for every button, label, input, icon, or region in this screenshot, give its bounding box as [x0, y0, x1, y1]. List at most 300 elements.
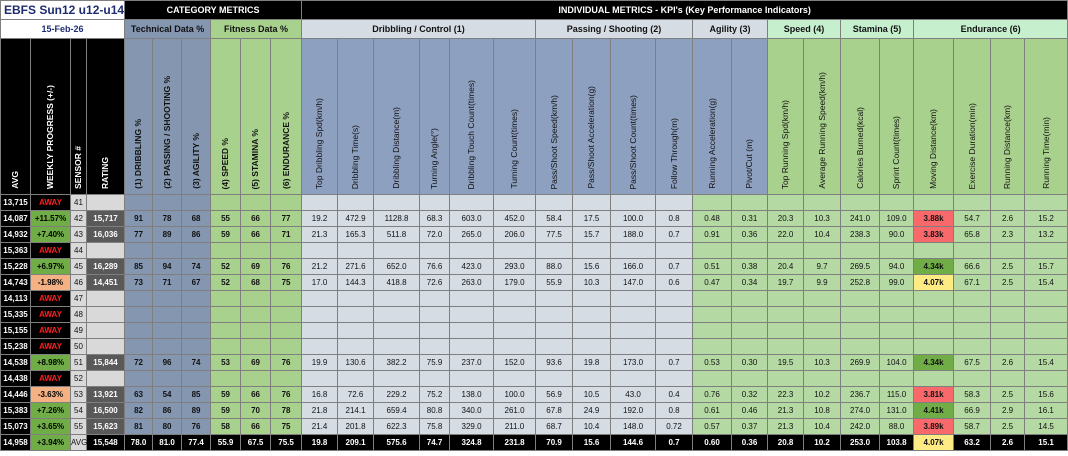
value-cell: 382.2 — [374, 355, 420, 371]
avg-cell: 15,238 — [1, 339, 31, 355]
value-cell: 2.5 — [991, 387, 1025, 403]
empty-cell — [804, 339, 841, 355]
value-cell: 85 — [125, 259, 153, 275]
empty-cell — [954, 291, 991, 307]
value-cell: 59 — [211, 387, 241, 403]
table-row — [1, 307, 1068, 323]
average-value-cell: 78.0 — [125, 435, 153, 451]
empty-cell — [732, 243, 768, 259]
value-cell: 3.81k — [914, 387, 954, 403]
average-value-cell: 0.36 — [732, 435, 768, 451]
column-header — [338, 39, 374, 195]
value-cell: 0.31 — [732, 211, 768, 227]
value-cell: 66.9 — [954, 403, 991, 419]
value-cell: 66 — [241, 227, 271, 243]
value-cell: 14.5 — [1025, 419, 1068, 435]
empty-cell — [914, 195, 954, 211]
group-technical: Technical Data % — [125, 20, 211, 39]
value-cell: 271.6 — [338, 259, 374, 275]
value-cell: 100.0 — [611, 211, 656, 227]
column-header-label: Dribbling Touch Count(times) — [466, 79, 477, 189]
avg-cell: 15,073 — [1, 419, 31, 435]
empty-cell — [420, 243, 450, 259]
empty-cell — [374, 339, 420, 355]
value-cell: 10.4 — [804, 419, 841, 435]
value-cell: 19.9 — [302, 355, 338, 371]
empty-cell — [271, 243, 302, 259]
value-cell: 269.5 — [841, 259, 880, 275]
value-cell: 603.0 — [450, 211, 494, 227]
value-cell: 130.6 — [338, 355, 374, 371]
average-value-cell: 209.1 — [338, 435, 374, 451]
average-value-cell: 67.5 — [241, 435, 271, 451]
empty-cell — [841, 291, 880, 307]
value-cell: 76 — [271, 387, 302, 403]
empty-cell — [611, 243, 656, 259]
empty-cell — [302, 323, 338, 339]
value-cell: 236.7 — [841, 387, 880, 403]
rating-cell — [87, 307, 125, 323]
empty-cell — [153, 339, 182, 355]
individual-metrics-header: INDIVIDUAL METRICS - KPI's (Key Performance Indicators) — [302, 1, 1068, 20]
value-cell: 269.9 — [841, 355, 880, 371]
empty-cell — [241, 339, 271, 355]
table-row — [1, 323, 1068, 339]
table-row — [1, 355, 1068, 371]
value-cell: 75.2 — [420, 387, 450, 403]
empty-cell — [241, 195, 271, 211]
empty-cell — [153, 371, 182, 387]
column-header-label: Follow Through(m) — [668, 117, 679, 189]
column-header — [125, 39, 153, 195]
empty-cell — [573, 195, 611, 211]
empty-cell — [125, 291, 153, 307]
average-value-cell: 55.9 — [211, 435, 241, 451]
empty-cell — [211, 243, 241, 259]
value-cell: 21.3 — [768, 419, 804, 435]
value-cell: 58.4 — [536, 211, 573, 227]
empty-cell — [494, 371, 536, 387]
avg-cell: 14,538 — [1, 355, 31, 371]
empty-cell — [880, 339, 914, 355]
column-header — [302, 39, 338, 195]
table-row — [1, 211, 1068, 227]
table-row — [1, 195, 1068, 211]
table-row — [1, 243, 1068, 259]
value-cell: 24.9 — [573, 403, 611, 419]
empty-cell — [1025, 371, 1068, 387]
value-cell: 2.5 — [991, 259, 1025, 275]
value-cell: 16.1 — [1025, 403, 1068, 419]
value-cell: 0.7 — [656, 259, 693, 275]
empty-cell — [374, 291, 420, 307]
value-cell: 16.8 — [302, 387, 338, 403]
average-value-cell: 77.4 — [182, 435, 211, 451]
value-cell: 55.9 — [536, 275, 573, 291]
empty-cell — [420, 339, 450, 355]
value-cell: 77 — [125, 227, 153, 243]
value-cell: 229.2 — [374, 387, 420, 403]
value-cell: 15.6 — [1025, 387, 1068, 403]
value-cell: 22.3 — [768, 387, 804, 403]
value-cell: 152.0 — [494, 355, 536, 371]
empty-cell — [374, 243, 420, 259]
empty-cell — [211, 339, 241, 355]
empty-cell — [271, 195, 302, 211]
value-cell: 0.46 — [732, 403, 768, 419]
empty-cell — [573, 291, 611, 307]
table-row — [1, 403, 1068, 419]
value-cell: 10.5 — [573, 387, 611, 403]
table-row — [1, 387, 1068, 403]
empty-cell — [841, 243, 880, 259]
empty-cell — [450, 323, 494, 339]
empty-cell — [804, 307, 841, 323]
average-value-cell: 0.7 — [656, 435, 693, 451]
table-row — [1, 259, 1068, 275]
empty-cell — [693, 195, 732, 211]
empty-cell — [732, 339, 768, 355]
empty-cell — [211, 371, 241, 387]
empty-cell — [125, 195, 153, 211]
value-cell: 65.8 — [954, 227, 991, 243]
avg-cell: 15,363 — [1, 243, 31, 259]
empty-cell — [804, 371, 841, 387]
table-row — [1, 339, 1068, 355]
empty-cell — [1025, 323, 1068, 339]
empty-cell — [841, 339, 880, 355]
value-cell: 67.8 — [536, 403, 573, 419]
rating-cell: 15,623 — [87, 419, 125, 435]
column-header-label: SENSOR # — [73, 146, 84, 189]
value-cell: 10.2 — [804, 387, 841, 403]
value-cell: 452.0 — [494, 211, 536, 227]
column-header — [271, 39, 302, 195]
empty-cell — [656, 291, 693, 307]
empty-cell — [954, 339, 991, 355]
value-cell: 15.4 — [1025, 275, 1068, 291]
value-cell: 94.0 — [880, 259, 914, 275]
rating-cell: 13,921 — [87, 387, 125, 403]
value-cell: 88.0 — [880, 419, 914, 435]
empty-cell — [450, 243, 494, 259]
value-cell: 69 — [241, 259, 271, 275]
value-cell: 76 — [182, 419, 211, 435]
sensor-cell: 47 — [71, 291, 87, 307]
column-header — [954, 39, 991, 195]
empty-cell — [338, 195, 374, 211]
empty-cell — [693, 371, 732, 387]
empty-cell — [768, 291, 804, 307]
empty-cell — [374, 323, 420, 339]
empty-cell — [182, 291, 211, 307]
column-header — [494, 39, 536, 195]
value-cell: 2.5 — [991, 419, 1025, 435]
value-cell: 81 — [125, 419, 153, 435]
empty-cell — [241, 243, 271, 259]
value-cell: 54.7 — [954, 211, 991, 227]
empty-cell — [768, 243, 804, 259]
column-header-label: Pass/Shoot Acceleration(g) — [586, 86, 597, 189]
empty-cell — [271, 323, 302, 339]
column-header-label: RATING — [100, 157, 111, 189]
value-cell: 10.4 — [804, 227, 841, 243]
value-cell: 241.0 — [841, 211, 880, 227]
value-cell: 0.51 — [693, 259, 732, 275]
empty-cell — [841, 195, 880, 211]
sensor-cell: 43 — [71, 227, 87, 243]
average-value-cell: 575.6 — [374, 435, 420, 451]
value-cell: 148.0 — [611, 419, 656, 435]
weekly-progress-cell: AWAY — [31, 371, 71, 387]
value-cell: 0.48 — [693, 211, 732, 227]
value-cell: 0.6 — [656, 275, 693, 291]
sensor-cell: 53 — [71, 387, 87, 403]
table-row — [1, 419, 1068, 435]
empty-cell — [1025, 195, 1068, 211]
value-cell: 21.8 — [302, 403, 338, 419]
value-cell: 68 — [182, 211, 211, 227]
column-header-label: (3) AGILITY % — [190, 133, 201, 189]
empty-cell — [536, 243, 573, 259]
average-value-cell: 81.0 — [153, 435, 182, 451]
value-cell: 2.3 — [991, 227, 1025, 243]
column-header-label: Average Running Speed(km/h) — [816, 72, 827, 189]
average-value-cell: 63.2 — [954, 435, 991, 451]
empty-cell — [241, 307, 271, 323]
value-cell: 10.3 — [804, 211, 841, 227]
sheet-date: 15-Feb-26 — [1, 20, 125, 39]
empty-cell — [611, 323, 656, 339]
value-cell: 67 — [182, 275, 211, 291]
average-value-cell: 75.5 — [271, 435, 302, 451]
sensor-cell: 50 — [71, 339, 87, 355]
column-header — [1025, 39, 1068, 195]
empty-cell — [302, 371, 338, 387]
column-header — [841, 39, 880, 195]
weekly-progress-cell: AWAY — [31, 323, 71, 339]
column-header-label: Turning Count(times) — [509, 109, 520, 189]
column-header — [573, 39, 611, 195]
value-cell: 0.36 — [732, 227, 768, 243]
table-row — [1, 227, 1068, 243]
value-cell: 78 — [153, 211, 182, 227]
empty-cell — [420, 291, 450, 307]
column-header-label: WEEKLY PROGRESS (+/-) — [45, 84, 56, 189]
empty-cell — [954, 371, 991, 387]
empty-cell — [611, 339, 656, 355]
average-value-cell: 0.60 — [693, 435, 732, 451]
avg-cell: 15,335 — [1, 307, 31, 323]
avg-cell: 14,932 — [1, 227, 31, 243]
weekly-progress-cell: +11.57% — [31, 211, 71, 227]
column-header — [182, 39, 211, 195]
empty-cell — [573, 243, 611, 259]
empty-cell — [494, 291, 536, 307]
empty-cell — [880, 243, 914, 259]
value-cell: 265.0 — [450, 227, 494, 243]
empty-cell — [991, 243, 1025, 259]
value-cell: 74 — [182, 355, 211, 371]
sensor-cell: 54 — [71, 403, 87, 419]
table-row — [1, 291, 1068, 307]
weekly-progress-cell: +7.40% — [31, 227, 71, 243]
value-cell: 68.3 — [420, 211, 450, 227]
average-value-cell: 4.07k — [914, 435, 954, 451]
value-cell: 4.41k — [914, 403, 954, 419]
empty-cell — [153, 291, 182, 307]
sheet-title: EBFS Sun12 u12-u14 — [1, 1, 125, 20]
group-agility: Agility (3) — [693, 20, 768, 39]
empty-cell — [611, 291, 656, 307]
category-metrics-header: CATEGORY METRICS — [125, 1, 302, 20]
value-cell: 21.2 — [302, 259, 338, 275]
value-cell: 4.34k — [914, 259, 954, 275]
empty-cell — [494, 195, 536, 211]
value-cell: 91 — [125, 211, 153, 227]
empty-cell — [611, 307, 656, 323]
empty-cell — [954, 307, 991, 323]
value-cell: 94 — [153, 259, 182, 275]
value-cell: 138.0 — [450, 387, 494, 403]
value-cell: 69 — [241, 355, 271, 371]
empty-cell — [211, 195, 241, 211]
value-cell: 66.6 — [954, 259, 991, 275]
empty-cell — [1025, 339, 1068, 355]
column-header — [1, 39, 31, 195]
empty-cell — [338, 307, 374, 323]
value-cell: 144.3 — [338, 275, 374, 291]
value-cell: 58 — [211, 419, 241, 435]
column-header — [611, 39, 656, 195]
value-cell: 109.0 — [880, 211, 914, 227]
value-cell: 15.4 — [1025, 355, 1068, 371]
value-cell: 10.8 — [804, 403, 841, 419]
average-value-cell: 70.9 — [536, 435, 573, 451]
value-cell: 80 — [153, 419, 182, 435]
weekly-progress-cell: -1.98% — [31, 275, 71, 291]
empty-cell — [914, 307, 954, 323]
empty-cell — [494, 307, 536, 323]
value-cell: 10.4 — [573, 419, 611, 435]
column-header — [768, 39, 804, 195]
value-cell: 418.8 — [374, 275, 420, 291]
value-cell: 13.2 — [1025, 227, 1068, 243]
value-cell: 89 — [153, 227, 182, 243]
value-cell: 9.9 — [804, 275, 841, 291]
empty-cell — [338, 291, 374, 307]
empty-cell — [153, 307, 182, 323]
value-cell: 59 — [211, 227, 241, 243]
value-cell: 17.5 — [573, 211, 611, 227]
empty-cell — [804, 243, 841, 259]
value-cell: 211.0 — [494, 419, 536, 435]
empty-cell — [450, 195, 494, 211]
value-cell: 4.34k — [914, 355, 954, 371]
empty-cell — [374, 307, 420, 323]
average-value-cell: 144.6 — [611, 435, 656, 451]
empty-cell — [656, 339, 693, 355]
value-cell: 58.7 — [954, 419, 991, 435]
value-cell: 75 — [271, 275, 302, 291]
value-cell: 423.0 — [450, 259, 494, 275]
table-row — [1, 275, 1068, 291]
empty-cell — [954, 195, 991, 211]
rating-cell: 14,451 — [87, 275, 125, 291]
empty-cell — [573, 307, 611, 323]
weekly-progress-cell: +3.65% — [31, 419, 71, 435]
empty-cell — [573, 371, 611, 387]
column-header-label: (6) ENDURANCE % — [280, 112, 291, 189]
value-cell: 0.61 — [693, 403, 732, 419]
sensor-cell: 46 — [71, 275, 87, 291]
value-cell: 93.6 — [536, 355, 573, 371]
group-fitness: Fitness Data % — [211, 20, 302, 39]
value-cell: 0.8 — [656, 403, 693, 419]
value-cell: 89 — [182, 403, 211, 419]
column-header — [420, 39, 450, 195]
sensor-cell: 42 — [71, 211, 87, 227]
value-cell: 66 — [241, 419, 271, 435]
empty-cell — [338, 323, 374, 339]
sensor-cell: 44 — [71, 243, 87, 259]
value-cell: 10.3 — [804, 355, 841, 371]
value-cell: 3.83k — [914, 227, 954, 243]
empty-cell — [841, 307, 880, 323]
column-header-label: Sprint Count(times) — [891, 115, 902, 189]
avg-cell: 14,087 — [1, 211, 31, 227]
empty-cell — [880, 291, 914, 307]
empty-cell — [991, 307, 1025, 323]
value-cell: 173.0 — [611, 355, 656, 371]
column-header — [241, 39, 271, 195]
empty-cell — [374, 195, 420, 211]
average-value-cell: 231.8 — [494, 435, 536, 451]
column-header-label: Calories Burned(kcal) — [854, 107, 865, 189]
column-header — [31, 39, 71, 195]
value-cell: 43.0 — [611, 387, 656, 403]
value-cell: 99.0 — [880, 275, 914, 291]
weekly-progress-cell: +8.98% — [31, 355, 71, 371]
column-header — [211, 39, 241, 195]
average-value-cell: 103.8 — [880, 435, 914, 451]
empty-cell — [153, 323, 182, 339]
value-cell: 75.8 — [420, 419, 450, 435]
average-value-cell: 2.6 — [991, 435, 1025, 451]
average-value-cell: 19.8 — [302, 435, 338, 451]
avg-cell: 14,113 — [1, 291, 31, 307]
empty-cell — [271, 339, 302, 355]
value-cell: 0.32 — [732, 387, 768, 403]
sensor-cell: 41 — [71, 195, 87, 211]
value-cell: 0.76 — [693, 387, 732, 403]
weekly-progress-cell: AWAY — [31, 243, 71, 259]
empty-cell — [536, 195, 573, 211]
sensor-cell: 52 — [71, 371, 87, 387]
value-cell: 0.38 — [732, 259, 768, 275]
value-cell: 75.9 — [420, 355, 450, 371]
empty-cell — [494, 323, 536, 339]
column-header — [656, 39, 693, 195]
empty-cell — [732, 371, 768, 387]
value-cell: 652.0 — [374, 259, 420, 275]
column-header — [87, 39, 125, 195]
value-cell: 67.1 — [954, 275, 991, 291]
empty-cell — [991, 195, 1025, 211]
value-cell: 659.4 — [374, 403, 420, 419]
column-header-label: (1) DRIBBLING % — [133, 119, 144, 189]
empty-cell — [420, 307, 450, 323]
